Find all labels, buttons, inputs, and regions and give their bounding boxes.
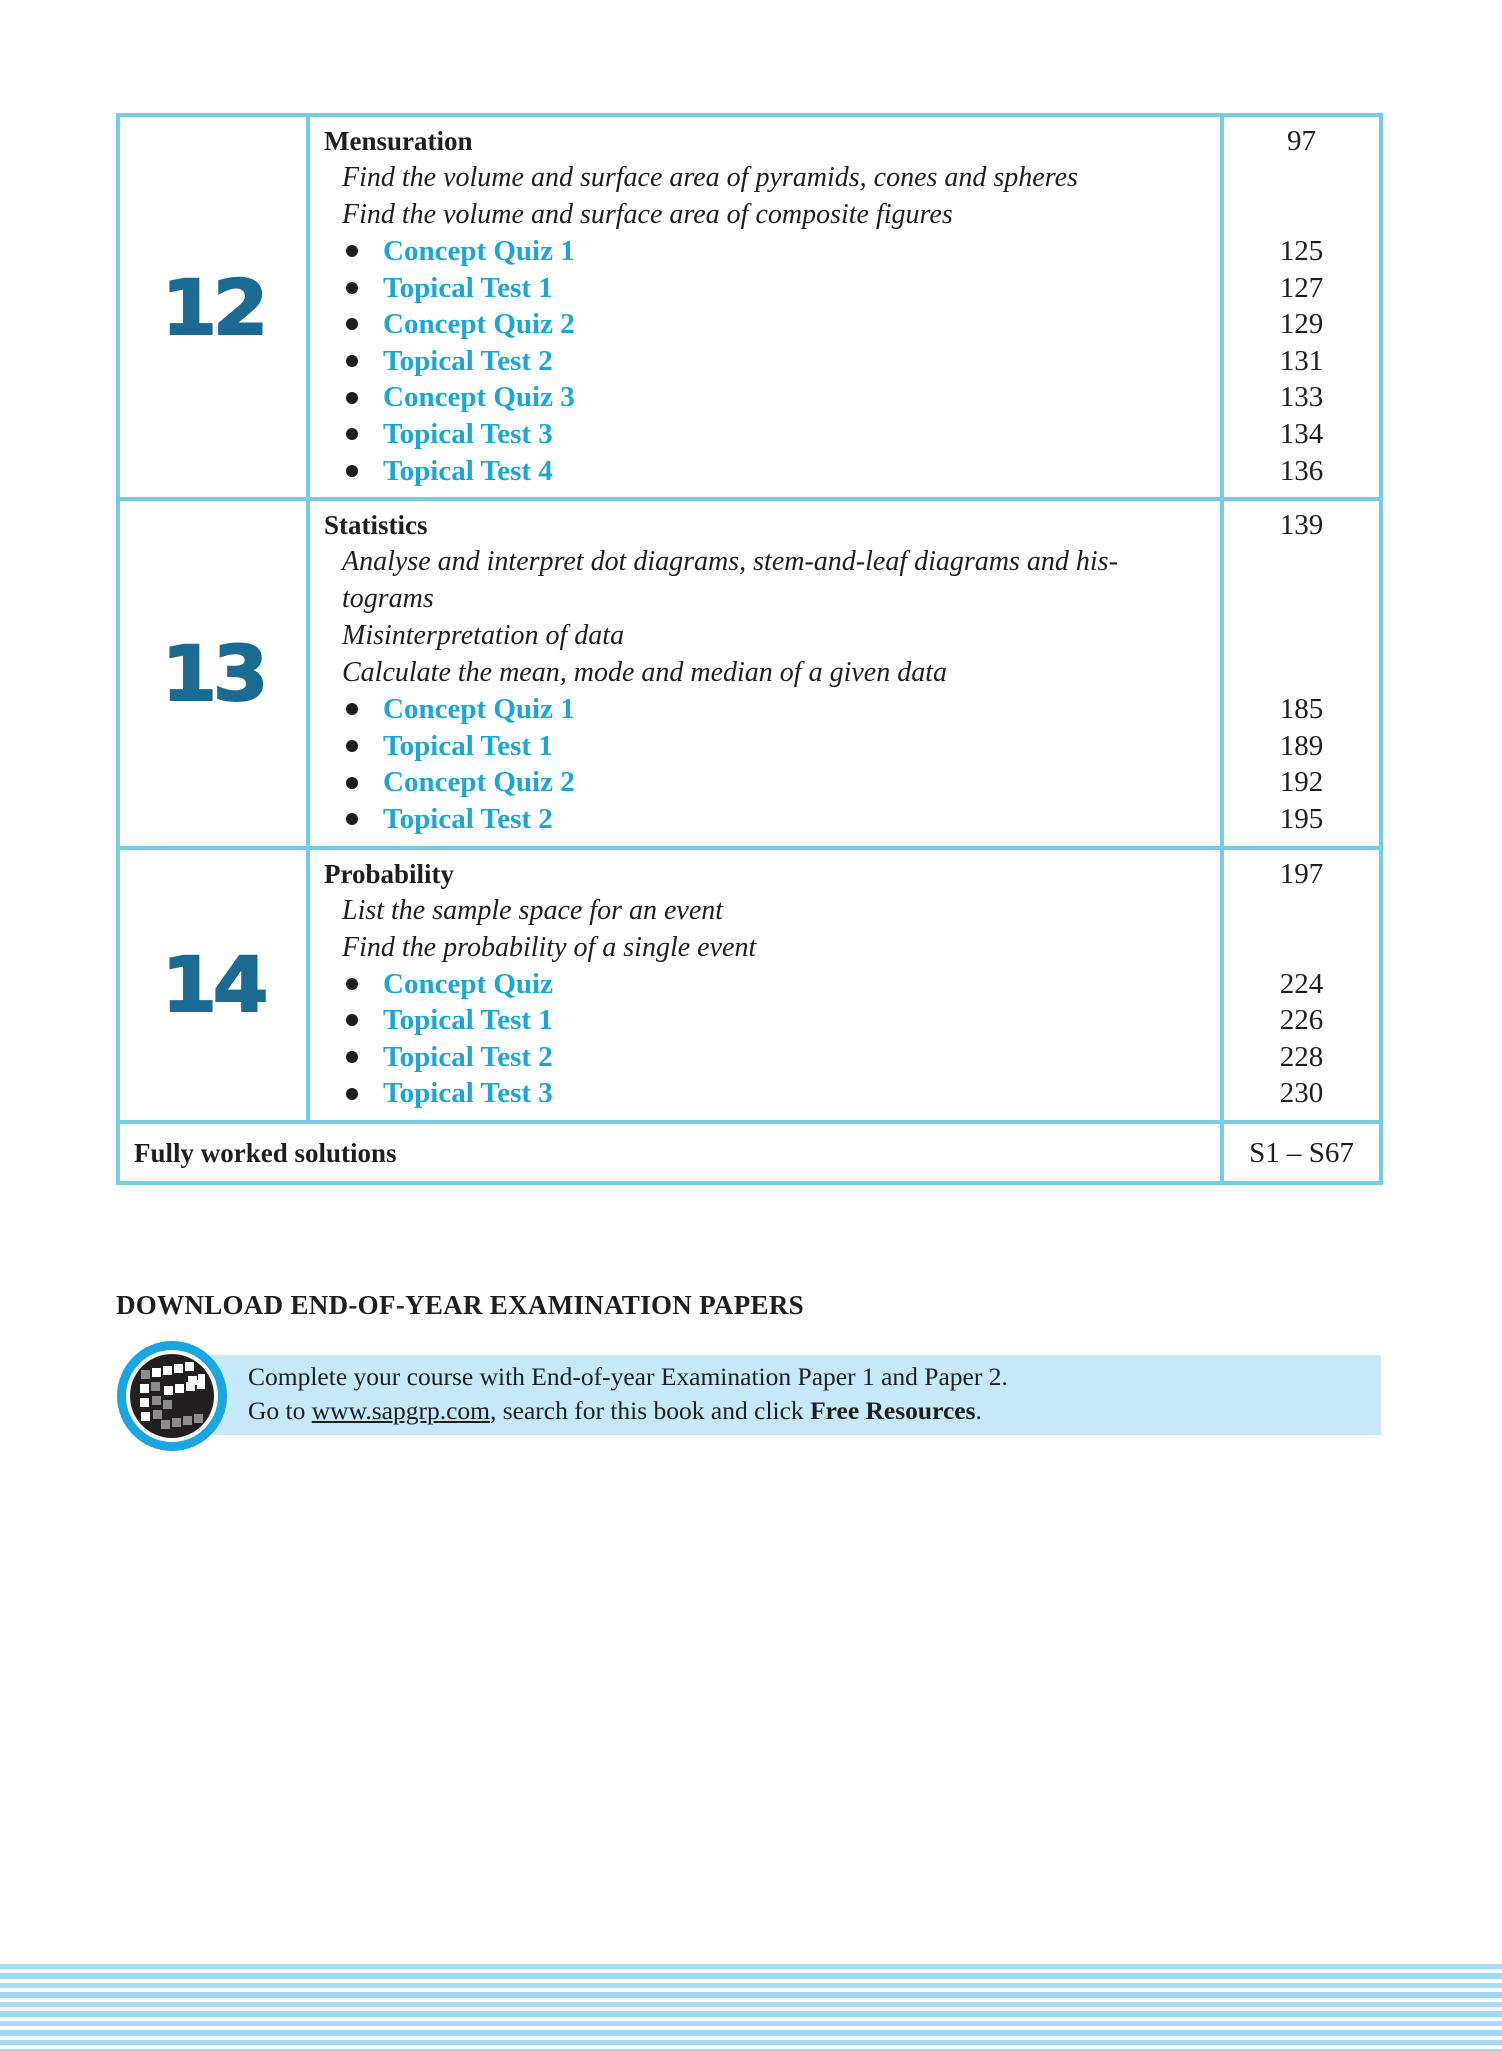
page-number: 133 bbox=[1279, 381, 1324, 414]
toc-link[interactable]: Topical Test 3 bbox=[383, 417, 553, 450]
chapter-content-cell bbox=[308, 848, 1222, 1122]
chapter-content-cell bbox=[308, 115, 1222, 499]
bullet-icon bbox=[346, 1088, 358, 1100]
page-number: 197 bbox=[1279, 857, 1324, 890]
toc-link[interactable]: Concept Quiz 2 bbox=[383, 766, 575, 799]
page-number: 230 bbox=[1279, 1077, 1324, 1110]
objective: tograms bbox=[342, 583, 434, 615]
bullet-icon bbox=[346, 318, 358, 330]
objective: Find the volume and surface area of composite figures bbox=[342, 199, 953, 230]
solutions-page-cell bbox=[1222, 1122, 1381, 1183]
objective: List the sample space for an event bbox=[342, 894, 724, 926]
page-number: 228 bbox=[1279, 1040, 1324, 1073]
list-item bbox=[324, 270, 1208, 307]
list-item bbox=[324, 306, 1208, 343]
solutions-label[interactable]: Fully worked solutions bbox=[134, 1137, 397, 1168]
sapgrp-link[interactable]: www.sapgrp.com bbox=[311, 1396, 490, 1425]
page-number: 224 bbox=[1279, 967, 1324, 1000]
free-resources-label: Free Resources bbox=[810, 1396, 976, 1425]
chapter-number: 13 bbox=[161, 628, 265, 718]
bullet-icon bbox=[346, 740, 358, 752]
toc-link[interactable]: Topical Test 1 bbox=[383, 1004, 553, 1037]
objective: Find the volume and surface area of pyramids, cones and spheres bbox=[342, 162, 1078, 193]
exam-papers-icon bbox=[116, 1340, 228, 1452]
bullet-icon bbox=[346, 978, 358, 990]
toc-link[interactable]: Topical Test 2 bbox=[383, 802, 553, 835]
bullet-icon bbox=[346, 777, 358, 789]
toc-link[interactable]: Concept Quiz 1 bbox=[383, 235, 575, 267]
bullet-icon bbox=[346, 245, 358, 257]
page-number-cell bbox=[1222, 499, 1381, 847]
chapter-number-cell bbox=[118, 115, 308, 499]
list-item bbox=[324, 379, 1208, 416]
toc-link[interactable]: Topical Test 2 bbox=[383, 344, 553, 377]
page-number-cell bbox=[1222, 848, 1381, 1122]
page-number: 136 bbox=[1279, 454, 1324, 487]
list-item bbox=[324, 1039, 1208, 1076]
list-item bbox=[324, 416, 1208, 453]
table-of-contents bbox=[116, 113, 1383, 1185]
toc-link[interactable]: Concept Quiz 2 bbox=[383, 308, 575, 341]
bullet-icon bbox=[346, 282, 358, 294]
bullet-icon bbox=[346, 428, 358, 440]
objective: Analyse and interpret dot diagrams, stem-and-leaf diagrams and his- bbox=[342, 546, 1118, 578]
chapter-title[interactable]: Mensuration bbox=[324, 126, 473, 156]
list-item bbox=[324, 343, 1208, 380]
download-line-1: Complete your course with End-of-year Examination Paper 1 and Paper 2. bbox=[248, 1362, 1008, 1391]
page-number: 97 bbox=[1287, 125, 1316, 157]
download-line-2 bbox=[248, 1394, 1008, 1428]
solutions-page: S1 – S67 bbox=[1249, 1136, 1354, 1169]
list-item bbox=[324, 1075, 1208, 1112]
chapter-title[interactable]: Statistics bbox=[324, 510, 428, 541]
toc-link[interactable]: Concept Quiz 1 bbox=[383, 693, 575, 726]
toc-link[interactable]: Concept Quiz 3 bbox=[383, 381, 575, 414]
list-item bbox=[324, 453, 1208, 490]
bullet-icon bbox=[346, 813, 358, 825]
list-item bbox=[324, 691, 1208, 728]
chapter-number: 14 bbox=[161, 940, 265, 1030]
bullet-icon bbox=[346, 465, 358, 477]
bullet-icon bbox=[346, 1051, 358, 1063]
bullet-icon bbox=[346, 355, 358, 367]
solutions-row bbox=[118, 1122, 1381, 1183]
chapter-number-cell bbox=[118, 848, 308, 1122]
bullet-icon bbox=[346, 392, 358, 404]
chapter-content-cell bbox=[308, 499, 1222, 847]
objective: Find the probability of a single event bbox=[342, 931, 757, 963]
bullet-icon bbox=[346, 703, 358, 715]
chapter-row-13 bbox=[118, 499, 1381, 847]
chapter-row-14 bbox=[118, 848, 1381, 1122]
line2-middle: , search for this book and click bbox=[489, 1396, 811, 1425]
page-number: 139 bbox=[1279, 509, 1324, 542]
decorative-footer-stripes bbox=[0, 1964, 1502, 2051]
list-item bbox=[324, 728, 1208, 765]
page-number: 189 bbox=[1279, 729, 1324, 762]
list-item bbox=[324, 801, 1208, 838]
list-item bbox=[324, 966, 1208, 1003]
solutions-label-cell bbox=[118, 1122, 1222, 1183]
chapter-number: 12 bbox=[161, 262, 265, 352]
list-item bbox=[324, 1002, 1208, 1039]
chapter-row-12 bbox=[118, 115, 1381, 499]
toc-link[interactable]: Topical Test 1 bbox=[383, 271, 553, 304]
page-number: 192 bbox=[1279, 766, 1324, 799]
toc-link[interactable]: Topical Test 1 bbox=[383, 729, 553, 762]
list-item bbox=[324, 764, 1208, 801]
page-number: 131 bbox=[1279, 344, 1324, 377]
page-number: 129 bbox=[1279, 308, 1324, 341]
objective: Misinterpretation of data bbox=[342, 620, 625, 652]
page-number: 125 bbox=[1279, 235, 1324, 267]
toc-link[interactable]: Topical Test 2 bbox=[383, 1040, 553, 1073]
page-number: 134 bbox=[1279, 417, 1324, 450]
download-text bbox=[248, 1360, 1008, 1428]
toc-link[interactable]: Topical Test 4 bbox=[383, 454, 553, 487]
chapter-title[interactable]: Probability bbox=[324, 858, 455, 889]
download-heading: DOWNLOAD END-OF-YEAR EXAMINATION PAPERS bbox=[116, 1290, 804, 1320]
line2-prefix: Go to bbox=[248, 1396, 312, 1425]
objective: Calculate the mean, mode and median of a given data bbox=[342, 657, 947, 689]
page-number: 185 bbox=[1279, 693, 1324, 726]
page-number-cell bbox=[1222, 115, 1381, 499]
toc-link[interactable]: Concept Quiz bbox=[383, 967, 553, 1000]
chapter-number-cell bbox=[118, 499, 308, 847]
list-item bbox=[324, 233, 1208, 270]
page-number: 195 bbox=[1279, 802, 1324, 835]
page-number: 226 bbox=[1279, 1004, 1324, 1037]
toc-link[interactable]: Topical Test 3 bbox=[383, 1077, 553, 1110]
line2-suffix: . bbox=[975, 1396, 982, 1425]
page-number: 127 bbox=[1279, 271, 1324, 304]
bullet-icon bbox=[346, 1014, 358, 1026]
